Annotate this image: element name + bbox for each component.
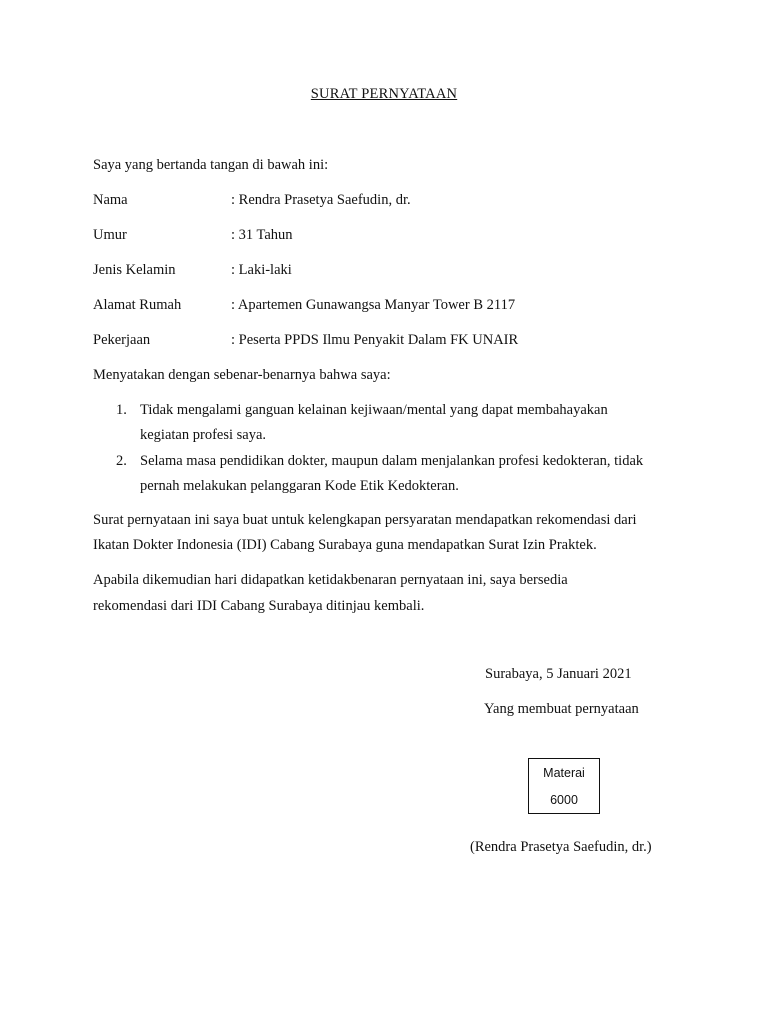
- field-value-name: : Rendra Prasetya Saefudin, dr.: [231, 192, 411, 208]
- statement-intro: Menyatakan dengan sebenar-benarnya bahwa saya:: [93, 367, 391, 383]
- list-item-number: 2.: [116, 453, 127, 469]
- list-item-text: kegiatan profesi saya.: [140, 427, 267, 443]
- field-value-occupation: : Peserta PPDS Ilmu Penyakit Dalam FK UNAIR: [231, 332, 519, 348]
- field-label-age: Umur: [93, 227, 127, 243]
- list-item-text: pernah melakukan pelanggaran Kode Etik Kedokteran.: [140, 478, 459, 494]
- paragraph-line: Surat pernyataan ini saya buat untuk kelengkapan persyaratan mendapatkan rekomendasi dari: [93, 512, 637, 528]
- list-item-number: 1.: [116, 402, 127, 418]
- field-value-gender: : Laki-laki: [231, 262, 292, 278]
- intro-text: Saya yang bertanda tangan di bawah ini:: [93, 157, 329, 173]
- field-label-occupation: Pekerjaan: [93, 332, 151, 348]
- stamp-duty-box: [528, 758, 600, 814]
- paragraph-line: rekomendasi dari IDI Cabang Surabaya ditinjau kembali.: [93, 598, 425, 614]
- paragraph-line: Ikatan Dokter Indonesia (IDI) Cabang Surabaya guna mendapatkan Surat Izin Praktek.: [93, 537, 597, 553]
- stamp-value: 6000: [550, 793, 578, 807]
- field-value-age: : 31 Tahun: [231, 227, 293, 243]
- document-title: SURAT PERNYATAAN: [310, 86, 458, 102]
- signer-name: (Rendra Prasetya Saefudin, dr.): [470, 839, 652, 855]
- list-item-text: Tidak mengalami ganguan kelainan kejiwaan/mental yang dapat membahayakan: [140, 402, 608, 418]
- signer-label: Yang membuat pernyataan: [484, 701, 639, 717]
- field-label-name: Nama: [93, 192, 128, 208]
- place-date: Surabaya, 5 Januari 2021: [485, 666, 632, 682]
- stamp-label: Materai: [543, 766, 585, 780]
- field-value-address: : Apartemen Gunawangsa Manyar Tower B 2117: [231, 297, 516, 313]
- field-label-gender: Jenis Kelamin: [93, 262, 176, 278]
- field-label-address: Alamat Rumah: [93, 297, 182, 313]
- list-item-text: Selama masa pendidikan dokter, maupun dalam menjalankan profesi kedokteran, tidak: [140, 453, 644, 469]
- paragraph-line: Apabila dikemudian hari didapatkan ketidakbenaran pernyataan ini, saya bersedia: [93, 572, 568, 588]
